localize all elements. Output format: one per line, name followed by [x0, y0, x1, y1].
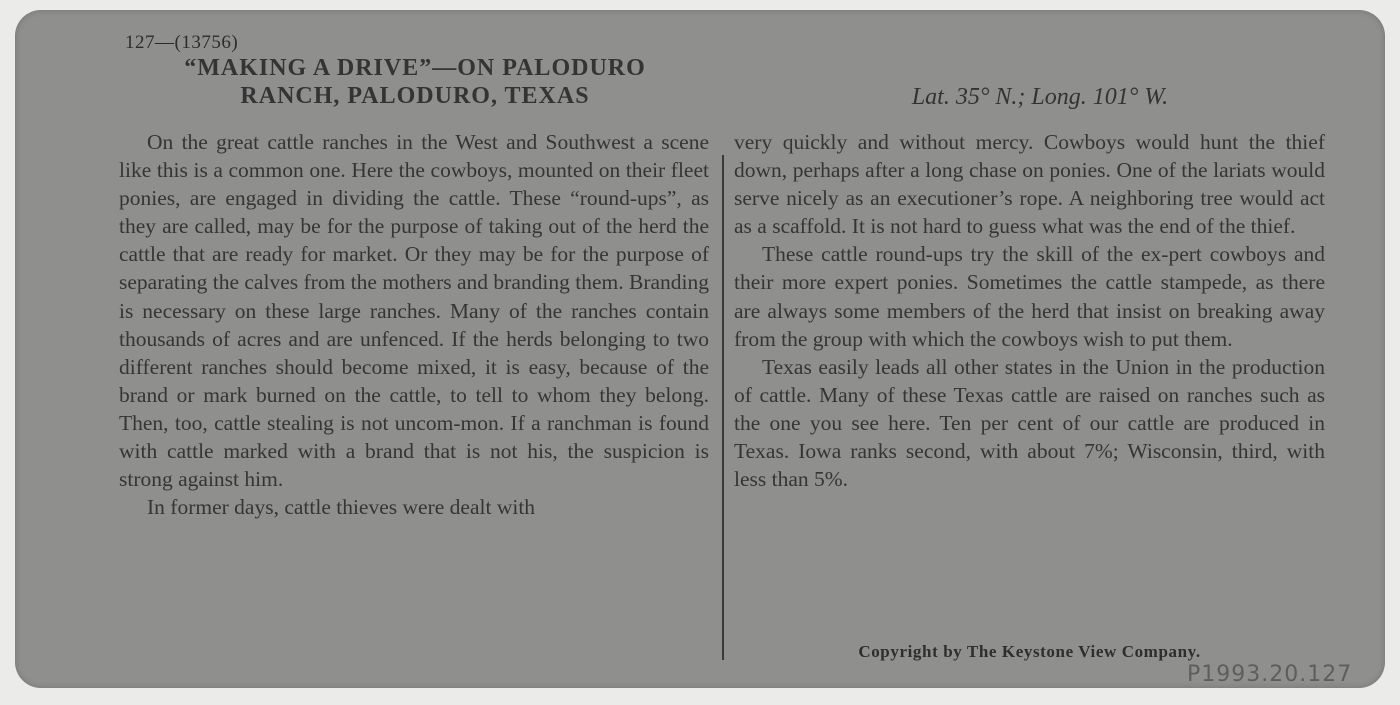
paragraph: These cattle round-ups try the skill of the ex-pert cowboys and their more expert ponies. Sometimes the cattle stampede, as there are always some members of the herd that insist on breaking away from the group with which the cowboys wish to put them. — [734, 242, 1325, 351]
paragraph: On the great cattle ranches in the West and Southwest a scene like this is a common one. Here the cowboys, mounted on their fleet ponies, are engaged in dividing the cattle. These “round-ups”, as they are called, may be for the purpose of taking out of the herd the cattle that are ready for market. Or they may be for the purpose of separating the calves from the mothers and branding them. Branding is necessary on these large ranches. Many of the ranches contain thousands of acres and are unfenced. If the herds belonging to two different ranches should become mixed, it is easy, because of the brand or mark burned on the cattle, to tell to whom they belong. Then, too, cattle stealing is not uncom-mon. If a ranchman is found with cattle marked with a brand that is not his, the suspicion is strong against him. — [119, 130, 709, 492]
stereograph-card-back — [15, 10, 1385, 688]
coordinates: Lat. 35° N.; Long. 101° W. — [911, 84, 1169, 110]
column-divider — [722, 155, 724, 660]
catalog-number: 127—(13756) — [125, 32, 239, 53]
accession-number: P1993.20.127 — [1187, 662, 1353, 687]
left-text-column — [119, 128, 709, 521]
paragraph: very quickly and without mercy. Cowboys would hunt the thief down, perhaps after a long chase on ponies. One of the lariats would serve nicely as an executioner’s rope. A neighboring tree would act as a scaffold. It is not hard to guess what was the end of the thief. — [734, 130, 1325, 239]
right-text-column — [734, 128, 1325, 493]
title-line-1: “MAKING A DRIVE”—ON PALODURO — [184, 55, 646, 81]
title-line-2: RANCH, PALODURO, TEXAS — [240, 83, 590, 109]
card-title — [115, 54, 715, 110]
copyright-notice: Copyright by The Keystone View Company. — [858, 642, 1201, 661]
paragraph: Texas easily leads all other states in the Union in the production of cattle. Many of these Texas cattle are raised on ranches such as the one you see here. Ten per cent of our cattle are produced in Texas. Iowa ranks second, with about 7%; Wisconsin, third, with less than 5%. — [734, 354, 1325, 492]
paragraph: In former days, cattle thieves were dealt with — [147, 495, 536, 520]
